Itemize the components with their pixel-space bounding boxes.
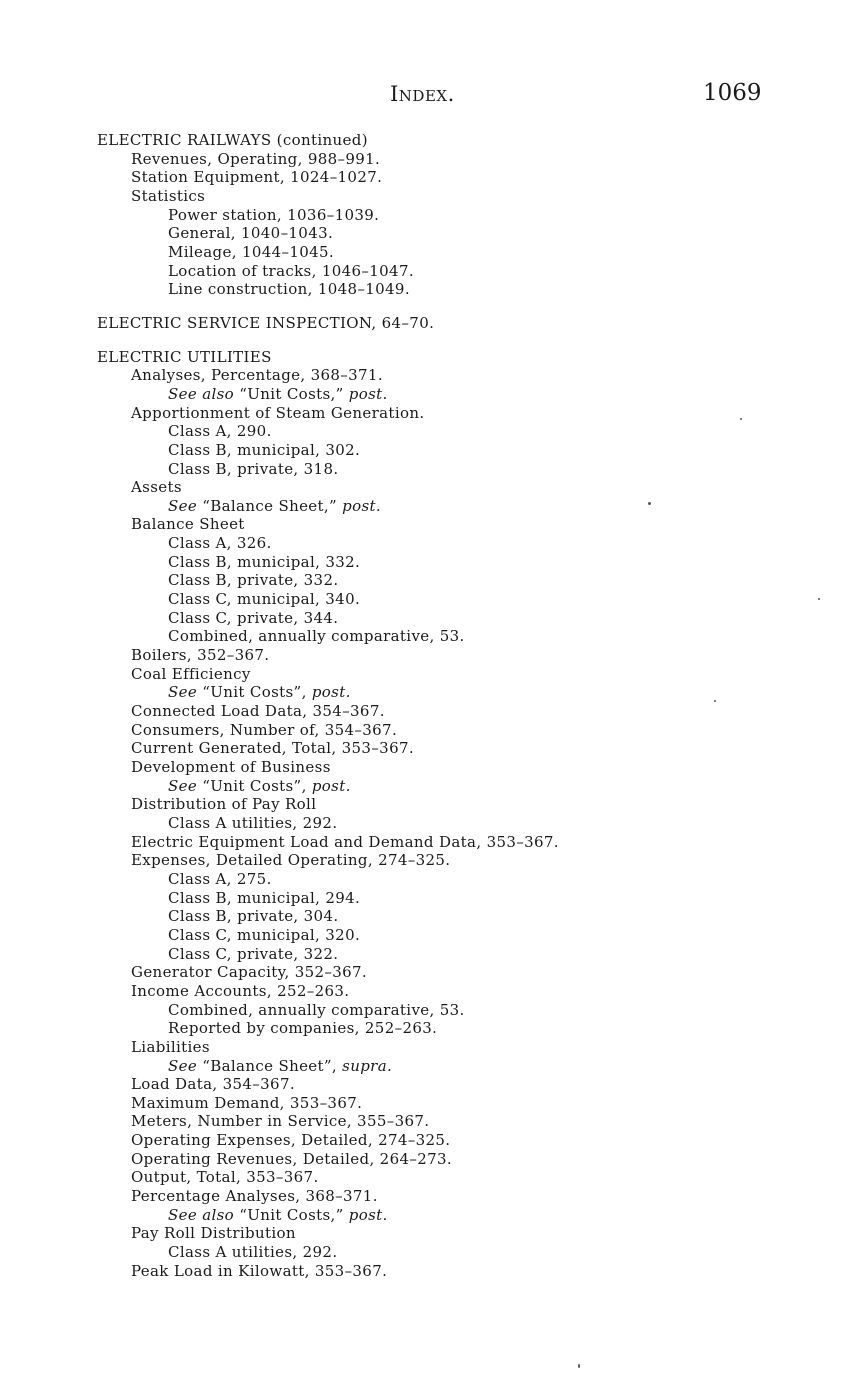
entry-text: ELECTRIC RAILWAYS (continued)	[97, 131, 368, 149]
italic-text: post.	[348, 1205, 388, 1224]
index-subentry	[0, 889, 867, 908]
index-subentry	[0, 460, 867, 479]
index-heading	[0, 314, 867, 333]
scan-speck	[740, 418, 742, 420]
scan-speck	[648, 502, 651, 505]
italic-text: supra.	[342, 1056, 393, 1075]
scan-speck	[578, 1364, 580, 1368]
entry-text: “Unit Costs”,	[197, 683, 312, 702]
entry-text: Consumers, Number of, 354–367.	[131, 720, 398, 739]
index-entry	[0, 150, 867, 169]
index-entry	[0, 478, 867, 497]
index-entry	[0, 1075, 867, 1094]
index-entry	[0, 366, 867, 385]
index-entry	[0, 739, 867, 758]
entry-text: Class C, private, 344.	[168, 608, 339, 627]
entry-text: Percentage Analyses, 368–371.	[131, 1187, 378, 1206]
index-entry	[0, 982, 867, 1001]
entry-text: Analyses, Percentage, 368–371.	[131, 366, 383, 385]
index-entry	[0, 1262, 867, 1281]
entry-text: Revenues, Operating, 988–991.	[131, 149, 381, 168]
running-head	[0, 80, 867, 110]
index-entry	[0, 1224, 867, 1243]
entry-text: Class B, municipal, 302.	[168, 440, 361, 459]
italic-text: post.	[348, 384, 388, 403]
index-subentry	[0, 224, 867, 243]
index-subentry	[0, 422, 867, 441]
entry-text: ELECTRIC UTILITIES	[97, 347, 272, 366]
index-entry	[0, 1038, 867, 1057]
entry-text: Operating Expenses, Detailed, 274–325.	[131, 1131, 451, 1150]
entry-text: Class B, municipal, 294.	[168, 888, 361, 907]
index-subentry	[0, 870, 867, 889]
index-subentry	[0, 683, 867, 702]
entry-text: “Balance Sheet”,	[197, 1056, 343, 1075]
italic-text: See	[168, 776, 198, 795]
index-subentry	[0, 609, 867, 628]
index-entry	[0, 168, 867, 187]
italic-text: post.	[311, 776, 351, 795]
italic-text: See also	[168, 384, 235, 403]
entry-text: Generator Capacity, 352–367.	[131, 963, 368, 982]
index-entry	[0, 758, 867, 777]
index-entry	[0, 187, 867, 206]
index-subentry	[0, 497, 867, 516]
entry-text: Class B, private, 304.	[168, 907, 339, 926]
entry-text: “Unit Costs,”	[234, 1205, 349, 1224]
index-subentry	[0, 777, 867, 796]
index-subentry	[0, 1057, 867, 1076]
italic-text: See	[168, 683, 198, 702]
index-subentry	[0, 206, 867, 225]
entry-text: Class A, 290.	[168, 422, 272, 441]
index-subentry	[0, 571, 867, 590]
index-subentry	[0, 945, 867, 964]
entry-text: Reported by companies, 252–263.	[168, 1019, 438, 1038]
index-entry	[0, 963, 867, 982]
index-entry	[0, 833, 867, 852]
italic-text: post.	[311, 683, 351, 702]
entry-text: Meters, Number in Service, 355–367.	[131, 1112, 430, 1131]
entry-text: Class C, private, 322.	[168, 944, 339, 963]
entry-text: General, 1040–1043.	[168, 224, 334, 243]
italic-text: See also	[168, 1205, 235, 1224]
index-subentry	[0, 534, 867, 553]
entry-text: “Balance Sheet,”	[197, 496, 343, 515]
index-subentry	[0, 441, 867, 460]
index-subentry	[0, 553, 867, 572]
index-entry	[0, 1150, 867, 1169]
index-heading	[0, 131, 867, 150]
entry-text: Statistics	[131, 186, 206, 205]
entry-text: Coal Efficiency	[131, 664, 251, 683]
entry-text: Output, Total, 353–367.	[131, 1168, 319, 1187]
index-subentry	[0, 627, 867, 646]
index-entry	[0, 721, 867, 740]
index-subentry	[0, 243, 867, 262]
index-subentry	[0, 926, 867, 945]
entry-text: “Unit Costs,”	[234, 384, 349, 403]
entry-text: Boilers, 352–367.	[131, 646, 270, 665]
entry-text: Combined, annually comparative, 53.	[168, 627, 465, 646]
index-entry	[0, 1168, 867, 1187]
entry-text: “Unit Costs”,	[197, 776, 312, 795]
entry-text: Connected Load Data, 354–367.	[131, 702, 385, 721]
running-title: Index.	[390, 82, 455, 106]
entry-text: Class A, 326.	[168, 534, 272, 553]
entry-text: Location of tracks, 1046–1047.	[168, 261, 414, 280]
page-number: 1069	[703, 80, 762, 106]
index-subentry	[0, 907, 867, 926]
entry-text: Current Generated, Total, 353–367.	[131, 739, 414, 758]
index-entry	[0, 665, 867, 684]
scan-speck	[714, 700, 716, 702]
entry-text: Income Accounts, 252–263.	[131, 981, 350, 1000]
index-subentry	[0, 590, 867, 609]
index-subentry	[0, 385, 867, 404]
index-entry	[0, 1112, 867, 1131]
entry-text: Class C, municipal, 340.	[168, 590, 361, 609]
index-entry	[0, 1131, 867, 1150]
entry-text: Combined, annually comparative, 53.	[168, 1000, 465, 1019]
entry-text: Line construction, 1048–1049.	[168, 280, 410, 299]
entry-text: Power station, 1036–1039.	[168, 205, 380, 224]
index-entry	[0, 851, 867, 870]
index-entry	[0, 1094, 867, 1113]
entry-text: Station Equipment, 1024–1027.	[131, 168, 383, 187]
entry-text: Liabilities	[131, 1037, 210, 1056]
italic-text: See	[168, 496, 198, 515]
entry-text: Class A, 275.	[168, 869, 272, 888]
index-entries	[0, 131, 867, 1280]
entry-text: Mileage, 1044–1045.	[168, 242, 335, 261]
entry-text: Operating Revenues, Detailed, 264–273.	[131, 1149, 453, 1168]
entry-text: Balance Sheet	[131, 515, 245, 534]
index-heading	[0, 348, 867, 367]
index-entry	[0, 515, 867, 534]
index-subentry	[0, 814, 867, 833]
entry-text: Load Data, 354–367.	[131, 1075, 295, 1094]
index-entry	[0, 1187, 867, 1206]
index-subentry	[0, 1243, 867, 1262]
index-entry	[0, 795, 867, 814]
entry-text: Peak Load in Kilowatt, 353–367.	[131, 1261, 388, 1280]
index-subentry	[0, 1001, 867, 1020]
entry-text: Maximum Demand, 353–367.	[131, 1093, 363, 1112]
entry-text: Expenses, Detailed Operating, 274–325.	[131, 851, 451, 870]
italic-text: post.	[342, 496, 382, 515]
index-subentry	[0, 280, 867, 299]
entry-text: ELECTRIC SERVICE INSPECTION, 64–70.	[97, 313, 435, 332]
entry-text: Class C, municipal, 320.	[168, 925, 361, 944]
entry-text: Class A utilities, 292.	[168, 813, 338, 832]
entry-text: Distribution of Pay Roll	[131, 795, 317, 814]
index-entry	[0, 702, 867, 721]
entry-text: Class B, private, 318.	[168, 459, 339, 478]
entry-text: Assets	[131, 478, 182, 497]
index-entry	[0, 646, 867, 665]
entry-text: Electric Equipment Load and Demand Data, 353–367.	[131, 832, 559, 851]
index-subentry	[0, 1019, 867, 1038]
scan-speck	[818, 598, 820, 600]
index-entry	[0, 404, 867, 423]
entry-text: Apportionment of Steam Generation.	[131, 403, 425, 422]
italic-text: See	[168, 1056, 198, 1075]
index-subentry	[0, 262, 867, 281]
entry-text: Class B, municipal, 332.	[168, 552, 361, 571]
entry-text: Pay Roll Distribution	[131, 1224, 296, 1243]
entry-text: Class B, private, 332.	[168, 571, 339, 590]
entry-text: Class A utilities, 292.	[168, 1243, 338, 1262]
entry-text: Development of Business	[131, 758, 331, 776]
index-subentry	[0, 1206, 867, 1225]
